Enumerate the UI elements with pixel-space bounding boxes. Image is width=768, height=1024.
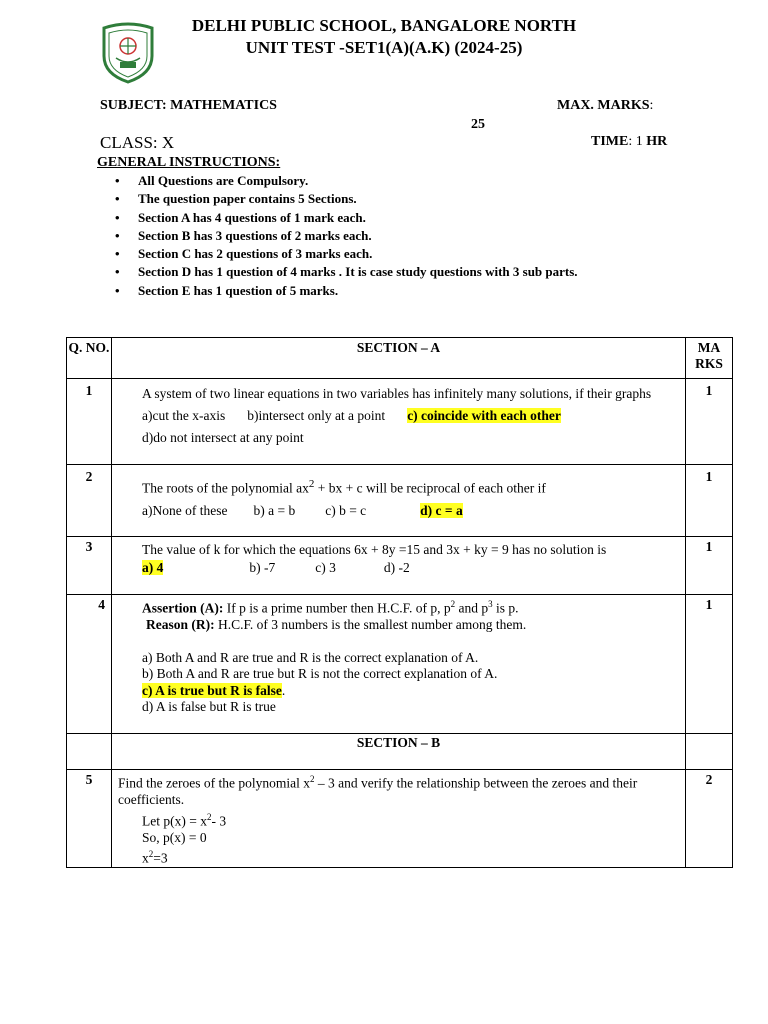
marks-header: MA RKS: [686, 338, 733, 379]
q4-number: 4: [67, 595, 112, 734]
qno-header: Q. NO.: [67, 338, 112, 379]
q4-reason: Reason (R): H.C.F. of 3 numbers is the smallest number among them.: [146, 617, 527, 632]
q2-option-b: b) a = b: [253, 502, 296, 518]
table-row: [67, 465, 733, 537]
max-marks-value: 25: [471, 117, 485, 132]
q4-option-a: a) Both A and R are true and R is the correct explanation of A.: [142, 649, 479, 665]
test-title: UNIT TEST -SET1(A)(A.K) (2024-25): [245, 38, 523, 57]
q3-option-a-answer: a) 4: [142, 560, 164, 575]
q5-line-1: Let $p(x) = x^2-$ 3: [142, 811, 227, 828]
time-colon: : 1: [628, 134, 647, 149]
q5-number: 5: [67, 770, 112, 868]
subject-value: : MATHEMATICS: [161, 98, 277, 113]
q2-number: 2: [67, 465, 112, 537]
max-marks-colon: :: [649, 98, 654, 113]
instruction-item: • Section B has 3 questions of 2 marks each.: [110, 227, 670, 245]
q1-text: A system of two linear equations in two variables has infinitely many solutions, if their graphs: [142, 386, 652, 401]
section-b-heading: SECTION – B: [112, 734, 686, 770]
q5-marks: 2: [686, 770, 733, 868]
q3-text: The value of k for which the equations 6x + 8y =15 and 3x + ky = 9 has no solution is: [142, 542, 607, 557]
subject-line: [100, 98, 277, 114]
section-a-heading: SECTION – A: [112, 338, 686, 379]
q4-option-b: b) Both A and R are true but R is not the correct explanation of A.: [142, 666, 498, 681]
q3-option-c: c) 3: [315, 560, 336, 575]
instruction-item: • Section C has 2 questions of 3 marks each.: [110, 245, 670, 263]
q2-marks: 1: [686, 465, 733, 537]
instruction-item: • Section E has 1 question of 5 marks.: [110, 282, 670, 300]
q1-option-a: a)cut the x-axis: [142, 408, 226, 423]
q4-marks: 1: [686, 595, 733, 734]
q3-content: [112, 537, 686, 595]
table-row: [67, 770, 733, 868]
q5-content: [112, 770, 686, 868]
instruction-item: • The question paper contains 5 Sections.: [110, 190, 670, 208]
instruction-item: • Section D has 1 question of 4 marks . It is case study questions with 3 sub parts.: [110, 263, 670, 281]
q1-option-b: b)intersect only at a point: [247, 408, 386, 423]
q2-options-row: [142, 500, 677, 522]
instruction-item: • All Questions are Compulsory.: [110, 172, 670, 190]
table-header-row: [67, 338, 733, 379]
time-line: [591, 134, 667, 150]
q1-option-d: d)do not intersect at any point: [142, 430, 304, 445]
q2-option-d-answer: d) c = a: [420, 502, 463, 518]
instruction-item: • Section A has 4 questions of 1 mark each.: [110, 209, 670, 227]
max-marks-label: MAX. MARKS: [557, 98, 650, 113]
q2-option-c: c) b = c: [325, 502, 367, 518]
q1-marks: 1: [686, 379, 733, 465]
table-row: [67, 537, 733, 595]
q5-line-2: So, p(x) = 0: [142, 829, 207, 845]
q1-content: [112, 379, 686, 465]
q4-option-c-answer: c) A is true but R is false: [142, 682, 282, 698]
time-unit: HR: [646, 134, 668, 149]
q3-option-d: d) -2: [383, 560, 410, 575]
school-name: DELHI PUBLIC SCHOOL, BANGALORE NORTH: [191, 16, 577, 35]
q3-number: 3: [67, 537, 112, 595]
q2-option-a: a)None of these: [142, 502, 228, 518]
q4-option-d: d) A is false but R is true: [142, 699, 276, 714]
table-row: [67, 595, 733, 734]
q2-content: [112, 465, 686, 537]
q1-number: 1: [67, 379, 112, 465]
q5-text: Find the zeroes of the polynomial $x^2 - 3$ and verify the relationship between the zeroes and their coefficients.: [118, 774, 638, 807]
q4-content: [112, 595, 686, 734]
time-label: TIME: [591, 134, 629, 149]
q3-options-row: [142, 559, 677, 577]
q3-marks: 1: [686, 537, 733, 595]
q3-option-b: b) -7: [249, 560, 276, 575]
q4-assertion: Assertion (A): If p is a prime number then H.C.F. of p, $p^2$ and $p^3$ is p.: [142, 599, 519, 616]
question-table: [66, 337, 733, 868]
instructions-list: [110, 172, 670, 300]
q1-option-c-answer: c) coincide with each other: [407, 408, 561, 423]
q4-option-c-row: c) A is true but R is false.: [142, 682, 286, 698]
instructions-title: GENERAL INSTRUCTIONS:: [97, 155, 281, 170]
class-label: CLASS: X: [100, 133, 175, 152]
q2-text: The roots of the polynomial $ax^2$ + bx + c will be reciprocal of each other if: [142, 478, 546, 496]
max-marks-line: [557, 98, 653, 114]
table-row: [67, 379, 733, 465]
q5-line-3: $x^2=3$: [142, 849, 168, 866]
q1-options-row: [142, 407, 677, 425]
subject-label: SUBJECT: [100, 98, 162, 113]
section-b-row: [67, 734, 733, 770]
